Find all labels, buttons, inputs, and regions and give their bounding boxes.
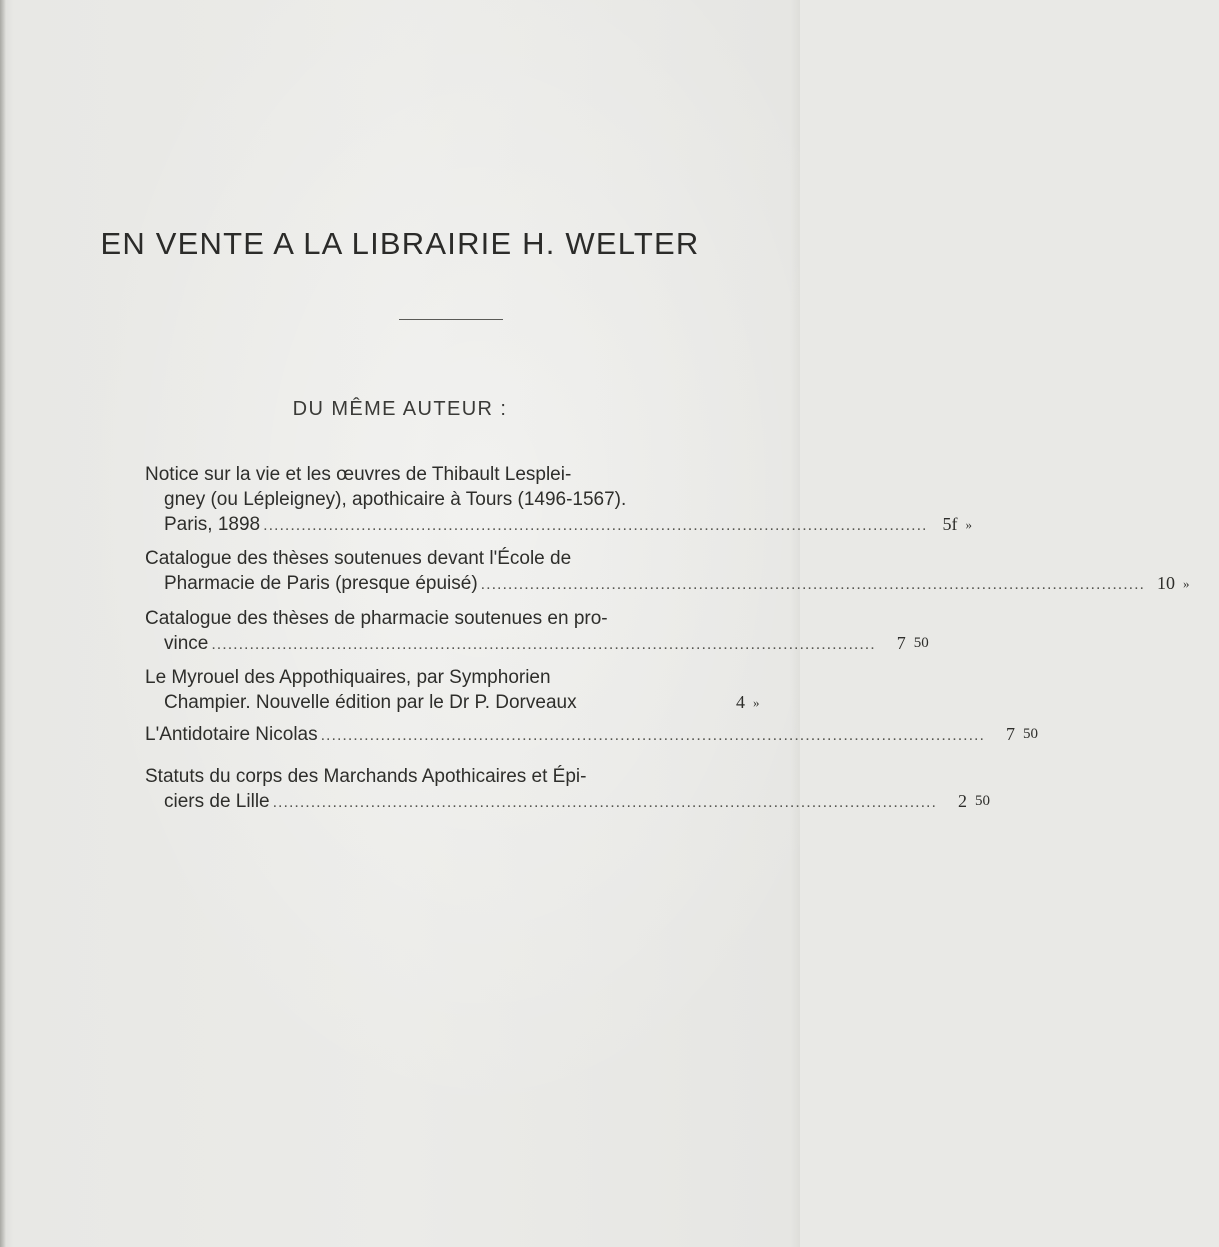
entry-line: gney (ou Lépleigney), apothicaire à Tours (1496-1567).: [164, 489, 627, 510]
price-francs: 7: [896, 633, 906, 653]
catalog-entry-statuts-lille: [145, 764, 990, 814]
entry-line: vince: [164, 633, 209, 654]
price-cents: »: [753, 695, 760, 710]
title-divider: [399, 319, 503, 320]
entry-line: Pharmacie de Paris (presque épuisé): [164, 573, 478, 594]
price-cents: »: [1183, 576, 1190, 591]
leader-dots: ..........................................................................................................................: [480, 576, 1145, 593]
entry-line: Statuts du corps des Marchands Apothicaires et Épi-: [145, 766, 587, 787]
entry-last-line: [145, 512, 972, 537]
catalog-entry-antidotaire: [145, 722, 1038, 747]
price-cents: 50: [974, 793, 990, 809]
entry-price: [884, 631, 950, 656]
catalog-entry-theses-province: [145, 606, 929, 656]
page-title: EN VENTE A LA LIBRAIRIE H. WELTER: [100, 226, 700, 261]
entry-line: Paris, 1898: [164, 514, 261, 535]
entry-last-line: [145, 571, 1190, 596]
catalog-entry-myrouel: [145, 665, 770, 715]
entry-price: [1153, 571, 1219, 596]
leader-dots: ..........................................................................................................................: [211, 636, 876, 653]
entry-line: Catalogue des thèses soutenues devant l'École de: [145, 548, 572, 569]
entry-line: Le Myrouel des Appothiquaires, par Symphorien: [145, 667, 551, 688]
price-cents: 50: [1022, 726, 1038, 742]
price-francs: 7: [1005, 724, 1015, 744]
section-title: DU MÊME AUTEUR :: [292, 398, 508, 420]
entry-price: [935, 512, 1001, 537]
price-francs: 4: [736, 692, 745, 712]
price-francs: 2: [957, 791, 967, 811]
entry-line: Notice sur la vie et les œuvres de Thibault Lesplei-: [145, 464, 572, 485]
entry-line: L'Antidotaire Nicolas: [145, 724, 318, 745]
entry-line: Champier. Nouvelle édition par le Dr P. Dorveaux: [164, 692, 577, 713]
catalog-entry-thibault-lespleigney: [145, 462, 972, 537]
catalog-list: [145, 462, 1190, 814]
entry-line: ciers de Lille: [164, 791, 270, 812]
leader-dots: ..........................................................................................................................: [320, 727, 985, 744]
entry-price: [993, 722, 1059, 747]
leader-dots: ..........................................................................................................................: [272, 794, 937, 811]
entry-line: Catalogue des thèses de pharmacie soutenues en pro-: [145, 608, 608, 629]
entry-last-line: [145, 722, 1038, 747]
price-francs: 5f: [942, 514, 958, 534]
price-cents: 50: [913, 635, 929, 651]
entry-last-line: [145, 690, 789, 715]
price-francs: 10: [1157, 573, 1175, 593]
price-cents: »: [965, 517, 972, 532]
entry-price: [945, 789, 1011, 814]
entry-last-line: [145, 631, 929, 656]
entry-price: [723, 690, 789, 715]
catalog-entry-theses-ecole-pharmacie: [145, 546, 1190, 596]
spine-shadow: [0, 0, 6, 1247]
leader-dots: ..........................................................................................................................: [263, 517, 928, 534]
entry-last-line: [145, 789, 990, 814]
